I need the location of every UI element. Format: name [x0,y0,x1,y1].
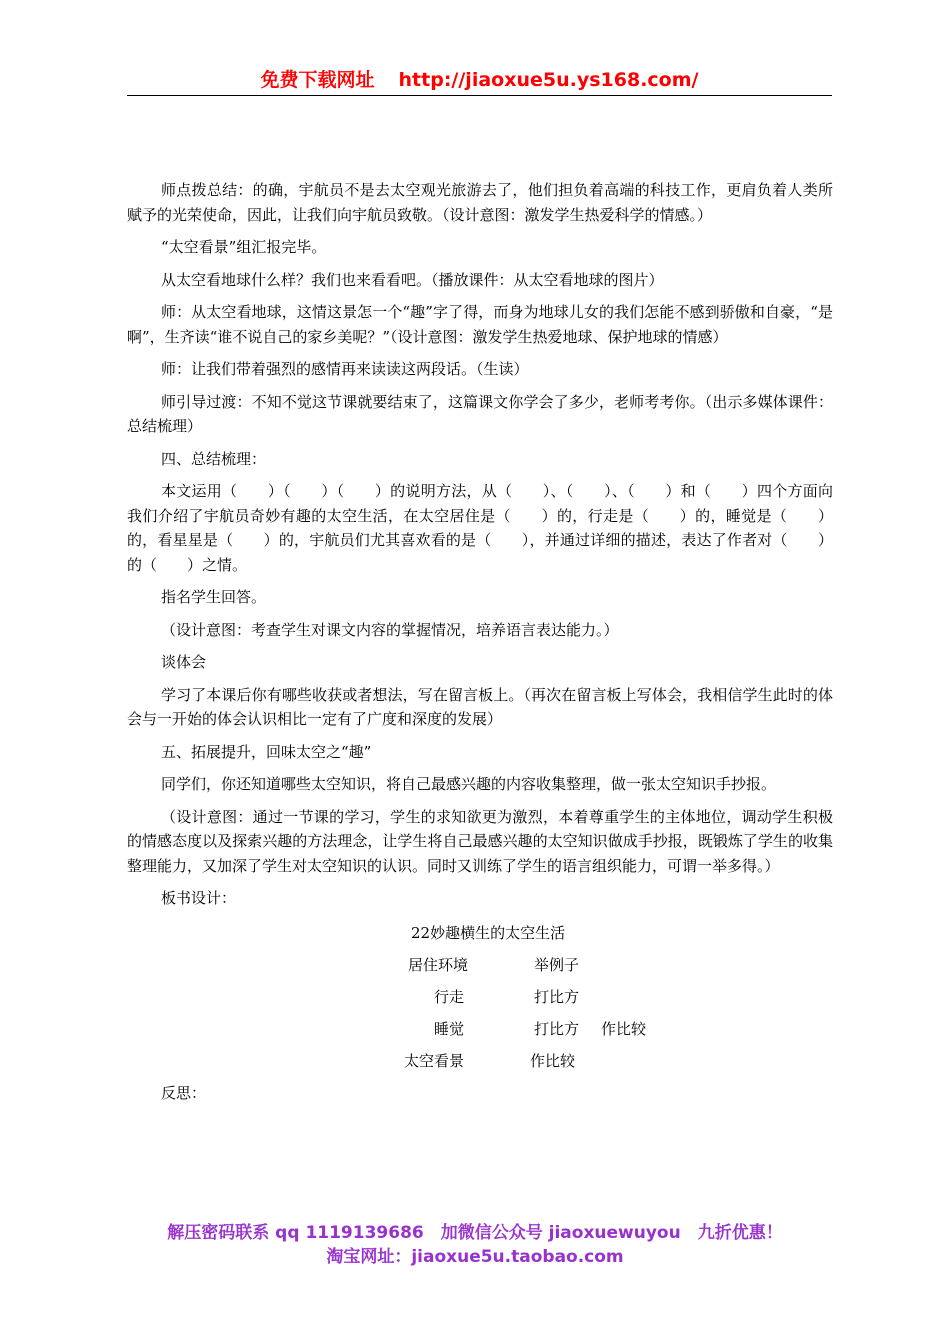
footer-taobao-link[interactable]: 淘宝网址：jiaoxue5u.taobao.com [326,1247,624,1267]
paragraph: 师：让我们带着强烈的感情再来读读这两段话。（生读） [161,360,529,378]
paragraph: “太空看景”组汇报完毕。 [161,238,327,256]
paragraph: 同学们，你还知道哪些太空知识，将自己最感兴趣的内容收集整理，做一张太空知识手抄报。 [161,775,777,793]
board-method: 打比方 [534,1019,580,1038]
board-topic: 居住环境 [408,955,469,974]
board-method: 作比较 [530,1051,576,1070]
board-title: 22妙趣横生的太空生活 [411,923,566,942]
board-method-extra: 作比较 [601,1019,647,1038]
header-url-link[interactable]: http://jiaoxue5u.ys168.com/ [398,69,699,91]
board-row [127,1017,833,1049]
footer-contact: 解压密码联系 qq 1119139686 加微信公众号 jiaoxuewuyou 九折优惠！ [167,1223,783,1243]
board-topic: 太空看景 [404,1051,465,1070]
paragraph: （设计意图：考查学生对课文内容的掌握情况，培养语言表达能力。） [161,620,619,639]
section-heading-summary: 四、总结梳理： [161,449,267,468]
paragraph: 师：从太空看地球，这情这景怎一个“趣”字了得，而身为地球儿女的我们怎能不感到骄傲和自豪，“是啊”，生齐读“谁不说自己的家乡美呢？”（设计意图：激发学生热爱地球、保护地球的情感） [127,303,833,346]
page-header [127,66,832,96]
paragraph: （设计意图：通过一节课的学习，学生的求知欲更为激烈，本着尊重学生的主体地位，调动学生积极的情感态度以及探索兴趣的方法理念，让学生将自己最感兴趣的太空知识做成手抄报，既锻炼了学生的收集整理能力，又加深了学生对太空知识的认识。同时又训练了学生的语言组织能力，可谓一举多得。） [127,807,833,875]
paragraph: 师引导过渡：不知不觉这节课就要结束了，这篇课文你学会了多少，老师考考你。（出示多媒体课件：总结梳理） [127,392,833,435]
board-row [127,985,833,1017]
document-body [127,178,833,1113]
paragraph: 谈体会 [161,653,207,671]
board-topic: 睡觉 [434,1019,465,1038]
board-method: 打比方 [534,987,580,1006]
paragraph: 从太空看地球什么样？我们也来看看吧。（播放课件：从太空看地球的图片） [161,270,664,289]
board-row [127,953,833,985]
board-method: 举例子 [534,955,580,974]
section-heading-extension: 五、拓展提升，回味太空之“趣” [161,742,372,761]
paragraph-fill-blanks: 本文运用（ ）（ ）（ ）的说明方法，从（ ）、（ ）、（ ）和（ ）四个方面向我们介绍了宇航员奇妙有趣的太空生活，在太空居住是（ ）的，行走是（ ）的，睡觉是（ ）的，看星星是（ ）的，宇航员们尤其喜欢看的是（ ），并通过详细的描述，表达了作者对（ ）的（ ）之情。 [127,482,833,574]
board-design [127,921,833,1081]
reflection-label: 反思： [161,1083,207,1102]
board-title-row [127,921,833,953]
header-label: 免费下载网址 [260,69,375,91]
board-row [127,1049,833,1081]
board-topic: 行走 [434,987,465,1006]
paragraph: 师点拨总结：的确，宇航员不是去太空观光旅游去了，他们担负着高端的科技工作，更肩负着人类所赋予的光荣使命，因此，让我们向宇航员致敬。（设计意图：激发学生热爱科学的情感。） [127,181,833,224]
board-design-label: 板书设计： [161,889,237,907]
paragraph: 学习了本课后你有哪些收获或者想法，写在留言板上。（再次在留言板上写体会，我相信学生此时的体会与一开始的体会认识相比一定有了广度和深度的发展） [127,685,833,728]
paragraph: 指名学生回答。 [161,588,267,606]
